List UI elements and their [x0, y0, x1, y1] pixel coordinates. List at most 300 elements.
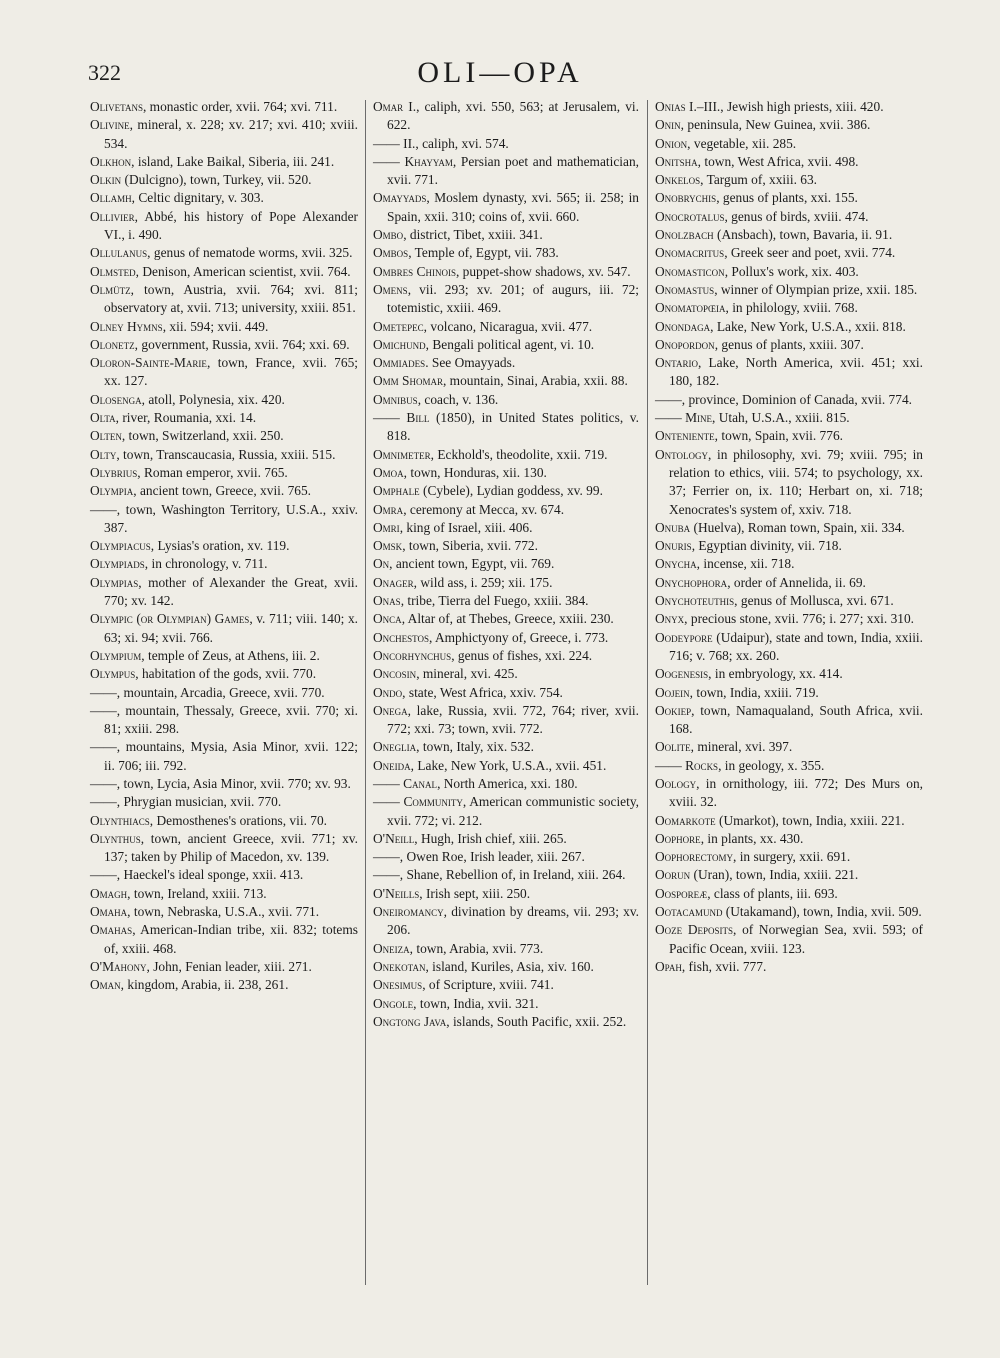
- entry-references: , Persian poet and mathematician, xvii. 771.: [387, 153, 639, 188]
- entry-references: , incense, xii. 718.: [696, 556, 795, 572]
- entry-references: , Egyptian divinity, vii. 718.: [691, 538, 842, 554]
- entry-headword: Omri: [373, 519, 400, 535]
- entry-references: , atoll, Polynesia, xix. 420.: [141, 391, 285, 407]
- entry-references: (Cybele), Lydian goddess, xv. 99.: [419, 483, 603, 499]
- entry-headword: Omra: [373, 501, 404, 517]
- entry-references: , Lake, New York, U.S.A., xxii. 818.: [710, 318, 906, 334]
- index-entry: [655, 830, 923, 848]
- entry-headword: Omagh: [90, 885, 128, 901]
- entry-headword: Onychophora: [655, 574, 728, 590]
- index-entry: [90, 318, 358, 336]
- index-column-2: [373, 98, 639, 1031]
- index-entry: [373, 574, 639, 592]
- entry-references: , government, Russia, xvii. 764; xxi. 69.: [134, 336, 350, 352]
- index-entry: [373, 702, 639, 739]
- entry-headword: Olosenga: [90, 391, 142, 407]
- entry-references: , xii. 594; xvii. 449.: [162, 318, 269, 334]
- entry-references: , temple of Zeus, at Athens, iii. 2.: [141, 647, 320, 663]
- entry-headword: Omens: [373, 281, 408, 297]
- entry-headword: Olkhon: [90, 153, 132, 169]
- entry-references: , mineral, xvi. 397.: [690, 739, 793, 755]
- entry-references: , North America, xxi. 180.: [437, 775, 578, 791]
- entry-references: , Lake, North America, xvii. 451; xxi. 180, 182.: [669, 355, 923, 389]
- entry-headword: Oology: [655, 775, 697, 791]
- entry-references: , genus of Mollusca, xvi. 671.: [734, 593, 894, 609]
- entry-references: , class of plants, iii. 693.: [707, 885, 838, 901]
- entry-references: , mountain, Sinai, Arabia, xxii. 88.: [442, 373, 628, 389]
- entry-references: , Targum of, xxiii. 63.: [700, 172, 818, 188]
- entry-references: (Umarkot), town, India, xxiii. 221.: [715, 812, 905, 828]
- entry-headword: Onondaga: [655, 318, 711, 334]
- entry-headword: Olta: [90, 410, 116, 426]
- index-entry: [655, 812, 923, 830]
- entry-headword: Onesimus: [373, 977, 423, 993]
- entry-headword: Oman: [90, 977, 121, 993]
- entry-references: , Owen Roe, Irish leader, xiii. 267.: [399, 849, 585, 865]
- index-entry: [373, 135, 639, 153]
- index-entry: [90, 921, 358, 958]
- entry-headword: Olybrius: [90, 464, 138, 480]
- entry-headword: Onocrotalus: [655, 208, 725, 224]
- entry-headword: ——: [90, 775, 117, 791]
- entry-headword: ——: [90, 739, 117, 755]
- entry-references: , town, Arabia, xvii. 773.: [409, 940, 544, 956]
- index-entry: [90, 354, 358, 391]
- entry-references: , Roman emperor, xvii. 765.: [137, 464, 288, 480]
- index-entry: [655, 153, 923, 171]
- entry-references: (Utakamand), town, India, xvii. 509.: [722, 904, 922, 920]
- index-entry: [655, 574, 923, 592]
- index-entry: [90, 885, 358, 903]
- entry-headword: —— Rocks: [655, 757, 719, 773]
- entry-references: , mountains, Mysia, Asia Minor, xvii. 122; ii. 706; iii. 792.: [104, 739, 358, 773]
- entry-headword: Ommiades: [373, 355, 426, 371]
- entry-references: , ancient town, Egypt, vii. 769.: [389, 556, 555, 572]
- index-entry: [90, 244, 358, 262]
- entry-headword: Olynthiacs: [90, 812, 150, 828]
- entry-references: , in ornithology, iii. 772; Des Murs on, xviii. 32.: [669, 775, 923, 810]
- entry-headword: ——: [373, 849, 400, 865]
- entry-references: , in surgery, xxii. 691.: [733, 849, 851, 865]
- index-entry: [90, 647, 358, 665]
- index-entry: [90, 610, 358, 647]
- entry-references: , province, Dominion of Canada, xvii. 774.: [681, 391, 912, 407]
- entry-references: , ceremony at Mecca, xv. 674.: [403, 501, 565, 517]
- entry-references: , island, Lake Baikal, Siberia, iii. 241.: [131, 153, 335, 169]
- index-entry: [373, 757, 639, 775]
- entry-references: (Huelva), Roman town, Spain, xii. 334.: [690, 519, 905, 535]
- index-entry: [90, 409, 358, 427]
- entry-headword: ——: [655, 391, 682, 407]
- index-entry: [90, 336, 358, 354]
- entry-headword: Onomasticon: [655, 263, 725, 279]
- index-entry: [90, 153, 358, 171]
- index-entry: [655, 537, 923, 555]
- index-entry: [90, 830, 358, 867]
- index-entry: [90, 793, 358, 811]
- index-entry: [655, 665, 923, 683]
- index-entry: [655, 263, 923, 281]
- entry-references: , town, Nebraska, U.S.A., xvii. 771.: [127, 904, 320, 920]
- entry-references: , in philology, xviii. 768.: [725, 300, 858, 316]
- entry-references: , monastic order, xvii. 764; xvi. 711.: [142, 99, 338, 114]
- entry-references: , of Scripture, xviii. 741.: [422, 977, 554, 993]
- entry-references: , Pollux's work, xix. 403.: [724, 263, 859, 279]
- entry-headword: Ollivier: [90, 208, 135, 224]
- entry-references: , town, Lycia, Asia Minor, xvii. 770; xv. 93.: [116, 775, 351, 791]
- entry-references: , Moslem dynasty, xvi. 565; ii. 258; in Spain, xxii. 310; coins of, xvii. 660.: [387, 190, 639, 224]
- index-entry: [655, 684, 923, 702]
- entry-references: , town, Transcaucasia, Russia, xxiii. 515.: [116, 446, 336, 462]
- index-entry: [373, 318, 639, 336]
- column-divider: [647, 100, 648, 1285]
- index-entry: [373, 555, 639, 573]
- entry-references: , mountain, Arcadia, Greece, xvii. 770.: [116, 684, 325, 700]
- running-head: OLI—OPA: [417, 56, 583, 89]
- entry-headword: Olympium: [90, 647, 142, 663]
- page-number: 322: [88, 60, 121, 85]
- index-entry: [373, 391, 639, 409]
- entry-headword: Ollulanus: [90, 245, 148, 261]
- entry-headword: Omar: [373, 99, 404, 114]
- index-entry: [90, 976, 358, 994]
- page-header: [0, 56, 1000, 96]
- index-entry: [373, 409, 639, 446]
- entry-references: , state, West Africa, xxiv. 754.: [402, 684, 563, 700]
- entry-headword: Onopordon: [655, 336, 715, 352]
- index-entry: [373, 830, 639, 848]
- index-entry: [373, 665, 639, 683]
- entry-headword: O'Neills: [373, 885, 420, 901]
- entry-references: , coach, v. 136.: [417, 391, 499, 407]
- index-entry: [373, 976, 639, 994]
- entry-headword: Omsk: [373, 538, 403, 554]
- index-entry: [373, 647, 639, 665]
- index-entry: [373, 226, 639, 244]
- entry-references: , in plants, xx. 430.: [700, 830, 804, 846]
- entry-references: , town, Siberia, xvii. 772.: [402, 538, 538, 554]
- index-entry: [90, 501, 358, 538]
- entry-headword: Onion: [655, 135, 688, 151]
- index-entry: [90, 281, 358, 318]
- entry-references: , fish, xvii. 777.: [681, 958, 767, 974]
- entry-headword: Olivine: [90, 117, 130, 133]
- entry-headword: Ongole: [373, 995, 414, 1011]
- index-entry: [90, 738, 358, 775]
- index-entry: [655, 226, 923, 244]
- index-entry: [373, 153, 639, 190]
- entry-references: , in chronology, v. 711.: [144, 556, 268, 572]
- entry-headword: —— Canal: [373, 775, 438, 791]
- index-entry: [655, 116, 923, 134]
- index-entry: [90, 116, 358, 153]
- entry-references: , Denison, American scientist, xvii. 764.: [135, 263, 351, 279]
- index-entry: [655, 354, 923, 391]
- index-entry: [655, 903, 923, 921]
- entry-references: , genus of fishes, xxi. 224.: [451, 647, 593, 663]
- entry-references: , Celtic dignitary, v. 303.: [131, 190, 264, 206]
- index-entry: [90, 98, 358, 116]
- entry-headword: Oneiromancy: [373, 904, 444, 920]
- entry-references: , v. 711; viii. 140; x. 63; xi. 94; xvii. 766.: [104, 611, 359, 645]
- entry-headword: Oosporeæ: [655, 885, 708, 901]
- index-entry: [655, 757, 923, 775]
- index-entry: [90, 446, 358, 464]
- entry-references: II., caliph, xvi. 574.: [399, 135, 509, 151]
- index-entry: [373, 995, 639, 1013]
- index-entry: [90, 208, 358, 245]
- entry-headword: ——: [373, 135, 400, 151]
- entry-headword: Ooze Deposits: [655, 922, 734, 938]
- entry-headword: Onager: [373, 574, 414, 590]
- entry-headword: Olonetz: [90, 336, 135, 352]
- entry-references: , precious stone, xvii. 776; i. 277; xxi. 310.: [684, 611, 915, 627]
- entry-references: , islands, South Pacific, xxii. 252.: [446, 1013, 627, 1029]
- entry-headword: Ollamh: [90, 190, 132, 206]
- entry-headword: Omnibus: [373, 391, 418, 407]
- entry-headword: Olmütz: [90, 281, 131, 297]
- entry-references: , Irish sept, xiii. 250.: [419, 885, 531, 901]
- entry-references: , lake, Russia, xvii. 772, 764; river, xvii. 772; xxi. 73; town, xvii. 772.: [387, 702, 639, 737]
- index-entry: [373, 793, 639, 830]
- index-entry: [90, 684, 358, 702]
- index-entry: [655, 446, 923, 519]
- entry-headword: Oneiza: [373, 940, 410, 956]
- entry-references: , genus of plants, xxi. 155.: [716, 190, 858, 206]
- index-entry: [373, 281, 639, 318]
- entry-headword: Onteniente: [655, 428, 715, 444]
- entry-headword: Oncosin: [373, 666, 417, 682]
- index-entry: [655, 409, 923, 427]
- index-entry: [655, 629, 923, 666]
- entry-references: , Shane, Rebellion of, in Ireland, xiii. 264.: [399, 867, 626, 883]
- entry-headword: Ontology: [655, 446, 709, 462]
- index-entry: [90, 171, 358, 189]
- index-entry: [655, 848, 923, 866]
- index-entry: [373, 684, 639, 702]
- index-entry: [655, 135, 923, 153]
- index-entry: [373, 336, 639, 354]
- entry-headword: Onomacritus: [655, 245, 725, 261]
- entry-references: , town, Austria, xvii. 764; xvi. 811; observatory at, xvii. 713; university, xxiii. 851.: [104, 281, 358, 316]
- entry-references: , Temple of, Egypt, vii. 783.: [408, 245, 559, 261]
- index-entry: [90, 702, 358, 739]
- entry-references: , town, France, xvii. 765; xx. 127.: [104, 355, 358, 389]
- entry-references: , town, Italy, xix. 532.: [416, 739, 534, 755]
- entry-references: (Ansbach), town, Bavaria, ii. 91.: [713, 227, 893, 243]
- index-entry: [655, 208, 923, 226]
- index-entry: [373, 775, 639, 793]
- entry-headword: Oorun: [655, 867, 691, 883]
- entry-references: , town, Ireland, xxiii. 713.: [127, 885, 267, 901]
- entry-headword: Olmsted: [90, 263, 136, 279]
- index-entry: [373, 848, 639, 866]
- entry-headword: Oophorectomy: [655, 849, 734, 865]
- entry-references: , Hugh, Irish chief, xiii. 265.: [414, 830, 567, 846]
- entry-headword: Olney Hymns: [90, 318, 163, 334]
- entry-references: , Altar of, at Thebes, Greece, xxiii. 230.: [401, 611, 614, 627]
- entry-references: , in philosophy, xvi. 79; xviii. 795; in relation to ethics, viii. 574; to psychology, xx. 37; Ferrier on, ix. 110; Herbart on, xi. 718; Xenocrates's system of, xxiv. 718.: [669, 446, 923, 517]
- entry-headword: ——: [90, 794, 117, 810]
- entry-references: , mineral, x. 228; xv. 217; xvi. 410; xviii. 534.: [104, 117, 358, 151]
- entry-references: , habitation of the gods, xvii. 770.: [135, 666, 317, 682]
- index-entry: [373, 738, 639, 756]
- entry-headword: Omm Shomar: [373, 373, 443, 389]
- entry-headword: Onomatopœia: [655, 300, 726, 316]
- entry-references: , Haeckel's ideal sponge, xxii. 413.: [116, 867, 304, 883]
- entry-references: , vii. 293; xv. 201; of augurs, iii. 72; totemistic, xxiii. 469.: [387, 281, 639, 316]
- index-entry: [373, 885, 639, 903]
- entry-headword: Ombos: [373, 245, 409, 261]
- index-entry: [373, 446, 639, 464]
- entry-references: (Dulcigno), town, Turkey, vii. 520.: [121, 172, 312, 188]
- entry-references: (Uran), town, India, xxiii. 221.: [690, 867, 859, 883]
- entry-headword: Oloron-Sainte-Marie: [90, 355, 207, 371]
- entry-headword: Olivetans: [90, 99, 143, 114]
- entry-references: , Phrygian musician, xvii. 770.: [116, 794, 282, 810]
- index-entry: [373, 482, 639, 500]
- index-entry: [373, 501, 639, 519]
- entry-references: , Abbé, his history of Pope Alexander VI., i. 490.: [104, 208, 358, 243]
- entry-headword: ——: [373, 867, 400, 883]
- entry-headword: Omichund: [373, 336, 426, 352]
- entry-headword: Olympiacus: [90, 538, 151, 554]
- index-entry: [373, 354, 639, 372]
- entry-headword: Ondo: [373, 684, 403, 700]
- index-entry: [90, 574, 358, 611]
- entry-headword: Omphale: [373, 483, 420, 499]
- entry-references: , puppet-show shadows, xv. 547.: [455, 263, 631, 279]
- index-entry: [90, 263, 358, 281]
- entry-references: , town, Washington Territory, U.S.A., xxiv. 387.: [104, 501, 358, 535]
- index-entry: [90, 464, 358, 482]
- index-entry: [373, 464, 639, 482]
- index-entry: [655, 885, 923, 903]
- entry-headword: Olympic (or Olympian) Games: [90, 611, 250, 627]
- index-entry: [655, 318, 923, 336]
- entry-headword: Onias: [655, 99, 686, 114]
- entry-headword: Ookiep: [655, 702, 692, 718]
- entry-headword: Olympiads: [90, 556, 145, 572]
- entry-headword: Olkin: [90, 172, 122, 188]
- entry-references: , peninsula, New Guinea, xvii. 386.: [680, 117, 871, 133]
- index-entry: [373, 940, 639, 958]
- index-column-1: [90, 98, 358, 995]
- index-entry: [373, 629, 639, 647]
- entry-references: , Bengali political agent, vi. 10.: [425, 336, 595, 352]
- index-entry: [90, 427, 358, 445]
- entry-references: , of Norwegian Sea, xvii. 593; of Pacific Ocean, xviii. 123.: [669, 922, 923, 956]
- entry-headword: Onycha: [655, 556, 697, 572]
- entry-headword: Onolzbach: [655, 227, 714, 243]
- entry-references: , ancient town, Greece, xvii. 765.: [133, 483, 312, 499]
- entry-headword: Onkelos: [655, 172, 701, 188]
- entry-headword: —— Mine: [655, 410, 713, 426]
- entry-headword: —— Community: [373, 794, 463, 810]
- index-entry: [90, 665, 358, 683]
- entry-references: , district, Tibet, xxiii. 341.: [403, 227, 543, 243]
- entry-references: , town, Namaqualand, South Africa, xvii. 168.: [669, 702, 923, 737]
- entry-headword: Oomarkote: [655, 812, 716, 828]
- index-entry: [655, 702, 923, 739]
- index-entry: [373, 263, 639, 281]
- index-entry: [655, 427, 923, 445]
- entry-headword: Oolite: [655, 739, 691, 755]
- index-entry: [655, 281, 923, 299]
- entry-headword: ——: [90, 702, 117, 718]
- entry-headword: Onychoteuthis: [655, 593, 735, 609]
- index-entry: [373, 958, 639, 976]
- entry-headword: Omnimeter: [373, 446, 431, 462]
- index-entry: [90, 189, 358, 207]
- entry-headword: Ometepec: [373, 318, 424, 334]
- index-entry: [655, 299, 923, 317]
- entry-headword: Ombres Chinois: [373, 263, 456, 279]
- entry-references: , kingdom, Arabia, ii. 238, 261.: [120, 977, 289, 993]
- index-entry: [373, 519, 639, 537]
- entry-references: , island, Kuriles, Asia, xiv. 160.: [425, 958, 594, 974]
- entry-references: , town, India, xxiii. 719.: [689, 684, 819, 700]
- entry-references: , genus of nematode worms, xvii. 325.: [147, 245, 353, 261]
- entry-references: , town, Switzerland, xxii. 250.: [121, 428, 284, 444]
- column-divider: [365, 100, 366, 1285]
- index-entry: [655, 244, 923, 262]
- entry-references: , Demosthenes's orations, vii. 70.: [149, 812, 327, 828]
- entry-headword: Onitsha: [655, 153, 698, 169]
- index-entry: [655, 958, 923, 976]
- entry-headword: O'Neill: [373, 830, 415, 846]
- entry-references: , order of Annelida, ii. 69.: [727, 574, 866, 590]
- entry-references: , river, Roumania, xxi. 14.: [115, 410, 257, 426]
- entry-headword: Onega: [373, 702, 408, 718]
- entry-headword: Olten: [90, 428, 122, 444]
- entry-headword: Oojein: [655, 684, 690, 700]
- entry-references: , Lake, New York, U.S.A., xvii. 451.: [410, 757, 607, 773]
- entry-headword: ——: [90, 867, 117, 883]
- entry-references: I., caliph, xvi. 550, 563; at Jerusalem, vi. 622.: [387, 99, 639, 133]
- entry-references: , Greek seer and poet, xvii. 774.: [724, 245, 896, 261]
- entry-headword: Olympus: [90, 666, 136, 682]
- index-entry: [655, 775, 923, 812]
- index-entry: [373, 189, 639, 226]
- index-entry: [90, 866, 358, 884]
- entry-headword: Oogenesis: [655, 666, 709, 682]
- index-entry: [90, 958, 358, 976]
- entry-headword: Omayyads: [373, 190, 427, 206]
- index-entry: [373, 537, 639, 555]
- index-entry: [655, 189, 923, 207]
- entry-references: , volcano, Nicaragua, xvii. 477.: [423, 318, 593, 334]
- entry-references: , town, Honduras, xii. 130.: [403, 464, 547, 480]
- entry-headword: Oneida: [373, 757, 411, 773]
- index-entry: [90, 482, 358, 500]
- entry-headword: Onekotan: [373, 958, 426, 974]
- entry-headword: Omahas: [90, 922, 133, 938]
- index-entry: [373, 244, 639, 262]
- entry-headword: Onyx: [655, 611, 685, 627]
- entry-references: , genus of birds, xviii. 474.: [724, 208, 869, 224]
- index-entry: [373, 610, 639, 628]
- entry-references: , genus of plants, xxiii. 307.: [714, 336, 864, 352]
- entry-headword: Olty: [90, 446, 117, 462]
- entry-references: , mother of Alexander the Great, xvii. 770; xv. 142.: [104, 574, 358, 609]
- index-entry: [655, 171, 923, 189]
- entry-headword: —— Khayyam: [373, 153, 453, 169]
- index-entry: [90, 775, 358, 793]
- index-entry: [655, 98, 923, 116]
- entry-references: , tribe, Tierra del Fuego, xxiii. 384.: [400, 593, 589, 609]
- index-column-3: [655, 98, 923, 976]
